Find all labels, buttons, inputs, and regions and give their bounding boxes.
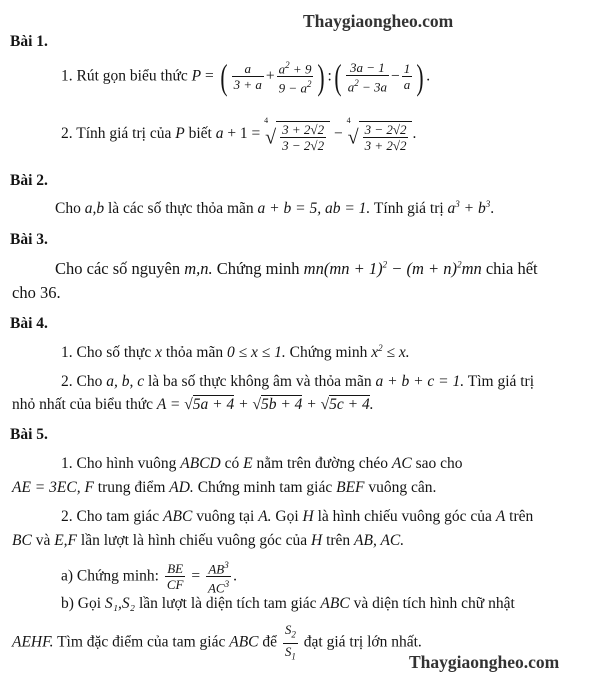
bai5-q1-l2c: Chứng minh tam giác — [197, 479, 333, 496]
bai3-line2: cho 36. — [12, 283, 61, 302]
bai3-heading: Bài 3. — [10, 231, 48, 248]
bai1-q1: 1. Rút gọn biểu thức P = ( $\frac{a}{3 + a}$ + $\frac{a^2 + 9}{9 - a^2}$ ) :( $\frac{3a - 1}{a^2 - 3a}$ − $\frac{1}{a}$ ) . — [61, 56, 431, 97]
bai1-heading: Bài 1. — [10, 33, 48, 50]
bai5-q1-line2 — [12, 479, 436, 498]
bai3-vars: m,n. — [184, 259, 213, 278]
bai5-q2-d: là hình chiếu vuông góc của — [317, 508, 492, 525]
bai5-q1-l2d: vuông cân. — [368, 479, 437, 496]
bai4-q2-line1 — [61, 373, 534, 392]
bai4-q2-vars: a, b, c — [106, 373, 145, 390]
bai5-q2-l2d: trên — [326, 532, 351, 549]
bai5-q1-l2a: AE = 3EC, F — [12, 479, 94, 496]
bai3-line1-b: Chứng minh — [216, 259, 300, 278]
bai4-q1-cond: 0 ≤ x ≤ 1. — [226, 344, 286, 362]
bai1-q2-var: P — [175, 125, 185, 143]
bai1-q1-prefix: 1. Rút gọn biểu thức — [61, 67, 188, 85]
bai5-q2b-a: b) Gọi — [61, 595, 102, 612]
bai5-q2-l2b: và — [35, 532, 51, 549]
bai4-q2-line2: nhỏ nhất của biểu thức A = √5a + 4 + √5b + 4 + √5c + 4. — [12, 396, 374, 413]
bai5-q1-e: E — [243, 455, 253, 472]
watermark-top: Thaygiaongheo.com — [303, 11, 454, 31]
bai5-q1-ac: AC — [391, 455, 412, 472]
bai5-q2b-s: S₁,S₂ — [104, 595, 136, 612]
bai2-vars: a,b — [84, 200, 105, 218]
bai1-q2-mid: biết — [188, 125, 212, 143]
bai5-q1-d: sao cho — [415, 455, 463, 472]
bai3-line1-a: Cho các số nguyên — [55, 259, 181, 278]
bai5-q1-bef: BEF — [336, 479, 365, 496]
bai5-q2b-l2d: đạt giá trị lớn nhất. — [303, 633, 422, 651]
bai5-q2a: a) Chứng minh: $\frac{BE}{CF}$ = $\frac{AB^3}{AC^3}$ . — [61, 560, 237, 596]
bai5-q2b-l2abc: ABC — [229, 633, 259, 651]
bai2-text-b: là các số thực thỏa mãn — [107, 200, 254, 218]
bai1-q2-prefix: 2. Tính giá trị của — [61, 125, 172, 143]
bai4-q2-cond: a + b + c = 1. — [375, 373, 465, 390]
bai5-q2-abac: AB, AC. — [354, 532, 405, 549]
bai5-q2-A: A. — [258, 508, 272, 525]
bai4-q1-c: Chứng minh — [289, 344, 368, 362]
bai5-q1-abcd: ABCD — [180, 455, 221, 472]
bai4-q2-line2-text: nhỏ nhất của biểu thức — [12, 396, 153, 413]
bai5-q2b-line2: AEHF. Tìm đặc điểm của tam giác ABC để $\frac{S_2}{S_1}$ đạt giá trị lớn nhất. — [12, 622, 422, 662]
bai4-q2-a: 2. Cho — [61, 373, 103, 390]
bai5-q2-H: H — [302, 508, 314, 525]
bai5-q2a-prefix: a) Chứng minh: — [61, 567, 159, 585]
bai3-line1-c: chia hết — [485, 259, 538, 278]
bai4-q2-b: là ba số thực không âm và thỏa mãn — [147, 373, 372, 390]
bai5-heading: Bài 5. — [10, 426, 48, 443]
bai2-text: Cho a,b là các số thực thỏa mãn a + b = 5, ab = 1. Tính giá trị $a^3 + b^3$. — [55, 199, 495, 218]
bai1-q2: 2. Tính giá trị của P biết a + 1 = $^4$√ $\frac{3 + 2√2}{3 - 2√2}$ − $^4$√ $\frac{3 - 2√2}{3 + 2√2}$ . — [61, 116, 417, 153]
bai5-q2-a: 2. Cho tam giác — [61, 508, 160, 525]
bai5-q1-line1 — [61, 455, 462, 474]
bai4-q1-var: x — [155, 344, 162, 362]
bai5-q2b-abc: ABC — [320, 595, 350, 612]
bai5-q2-l2H: H — [310, 532, 323, 549]
bai5-q1-c: nằm trên đường chéo — [256, 455, 388, 472]
bai4-q2-c: Tìm giá trị — [467, 373, 535, 390]
bai5-q1-l2b: trung điểm — [97, 479, 166, 496]
bai5-q2-abc: ABC — [163, 508, 193, 525]
bai5-q2-line2 — [12, 532, 404, 551]
bai3-line1: Cho các số nguyên m,n. Chứng minh $mn(mn + 1)^2 - (m + n)^2mn$ chia hết — [55, 259, 538, 278]
bai5-q2-b: vuông tại — [196, 508, 255, 525]
bai5-q2b-c: và diện tích hình chữ nhật — [353, 595, 515, 612]
bai5-q2-line1 — [61, 508, 533, 527]
bai2-cond: a + b = 5, ab = 1. — [257, 200, 371, 218]
bai2-heading: Bài 2. — [10, 172, 48, 189]
bai2-text-a: Cho — [55, 200, 81, 218]
bai4-q1-b: thỏa mãn — [165, 344, 224, 362]
bai5-q2-c: Gọi — [275, 508, 299, 525]
bai4-q1: 1. Cho số thực x thỏa mãn 0 ≤ x ≤ 1. Chứng minh $x^2 \le x$. — [61, 343, 410, 362]
bai5-q2b-l2c: để — [262, 633, 278, 651]
bai4-heading: Bài 4. — [10, 315, 48, 332]
bai5-q1-ad: AD. — [169, 479, 194, 496]
bai5-q2-bc: BC — [12, 532, 32, 549]
watermark-bottom: Thaygiaongheo.com — [409, 652, 560, 672]
bai5-q2-l2c: lần lượt là hình chiếu vuông góc của — [80, 532, 308, 549]
bai5-q2-e: trên — [509, 508, 534, 525]
bai5-q2b-l2b: Tìm đặc điểm của tam giác — [57, 633, 226, 651]
bai5-q2b-line1 — [61, 595, 515, 614]
bai5-q2b-b: lần lượt là diện tích tam giác — [138, 595, 317, 612]
bai4-q1-a: 1. Cho số thực — [61, 344, 152, 362]
bai5-q2-ef: E,F — [54, 532, 78, 549]
bai2-text-c: Tính giá trị — [373, 200, 444, 218]
bai5-q1-a: 1. Cho hình vuông — [61, 455, 177, 472]
bai5-q1-b: có — [224, 455, 240, 472]
bai5-q2-A2: A — [495, 508, 506, 525]
bai5-q2b-aehf: AEHF. — [12, 633, 54, 651]
